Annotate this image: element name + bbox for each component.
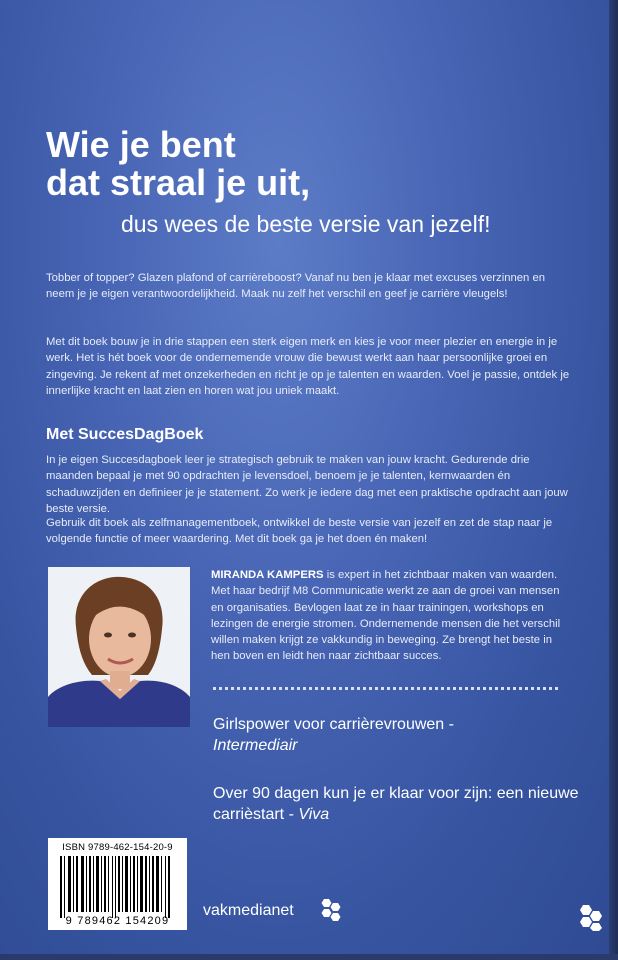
quote-2-source: Viva xyxy=(298,806,330,823)
author-bio-text: is expert in het zichtbaar maken van waarden. Met haar bedrijf M8 Communicatie werkt ze aan de groei van mensen en organisaties. Bevlogen laat ze in haar trainingen, workshops en lezingen de energie stromen. Ondernemende mensen die het verschil willen maken krijgt ze vakkundig in beweging. Ze brengt het beste in hen boven en leidt hen naar zichtbaar succes. xyxy=(211,569,561,663)
section-paragraph-2: Gebruik dit boek als zelfmanagementboek, ontwikkel de beste versie van jezelf en zet de stap naar je volgende functie of meer waardering. Met dit boek ga je het doen én maken! xyxy=(46,517,553,546)
isbn-label: ISBN 9789-462-154-20-9 xyxy=(62,842,173,853)
barcode-box xyxy=(48,838,187,930)
publisher-logo-icon xyxy=(574,904,604,932)
author-bio xyxy=(211,567,571,665)
title-line-1: Wie je bent xyxy=(46,124,236,165)
cover-title xyxy=(46,126,310,202)
author-photo xyxy=(48,567,190,727)
review-quote-1 xyxy=(213,714,454,756)
title-line-2: dat straal je uit, xyxy=(46,162,311,203)
dotted-divider xyxy=(213,687,558,690)
review-quote-2 xyxy=(213,783,618,825)
ean-digits: 9 789462 154209 xyxy=(65,915,170,927)
book-edge-bottom xyxy=(0,954,618,960)
quote-1-source: Intermediair xyxy=(213,737,298,754)
section-heading: Met SuccesDagBoek xyxy=(46,426,204,443)
quote-2-text: Over 90 dagen kun je er klaar voor zijn: een nieuwe carrièstart - xyxy=(213,785,579,823)
hexagon-cluster-icon xyxy=(317,898,343,922)
intro-paragraph-2: Met dit boek bouw je in drie stappen een sterk eigen merk en kies je voor meer plezier en energie in je werk. Het is hét boek voor de ondernemende vrouw die bewust werkt aan haar persoonlijke groei en zingeving. Je rekent af met onzekerheden en richt je op je talenten en waarden. Voel je passie, ontdek je innerlijke kracht en laat zien en horen wat jou uniek maakt. xyxy=(46,336,570,398)
intro-paragraph-1: Tobber of topper? Glazen plafond of carrièreboost? Vanaf nu ben je klaar met excuses verzinnen en neem je je eigen verantwoordelijkheid. Maak nu zelf het verschil en geef je carrière vleugels! xyxy=(46,272,546,301)
book-edge-right xyxy=(609,0,618,960)
publisher-name: vakmedianet xyxy=(203,902,294,919)
cover-subtitle: dus wees de beste versie van jezelf! xyxy=(121,211,491,237)
quote-1-text: Girlspower voor carrièrevrouwen - xyxy=(213,716,454,733)
section-paragraph-1: In je eigen Succesdagboek leer je strategisch gebruik te maken van jouw kracht. Gedurende drie maanden bepaal je met 90 opdrachten je levensdoel, benoem je je talenten, kernwaarden én schaduwzijden en definieer je je statement. Zo werk je iedere dag met een praktische opdracht aan jouw beste versie. xyxy=(46,454,568,516)
author-name: MIRANDA KAMPERS xyxy=(211,569,324,581)
